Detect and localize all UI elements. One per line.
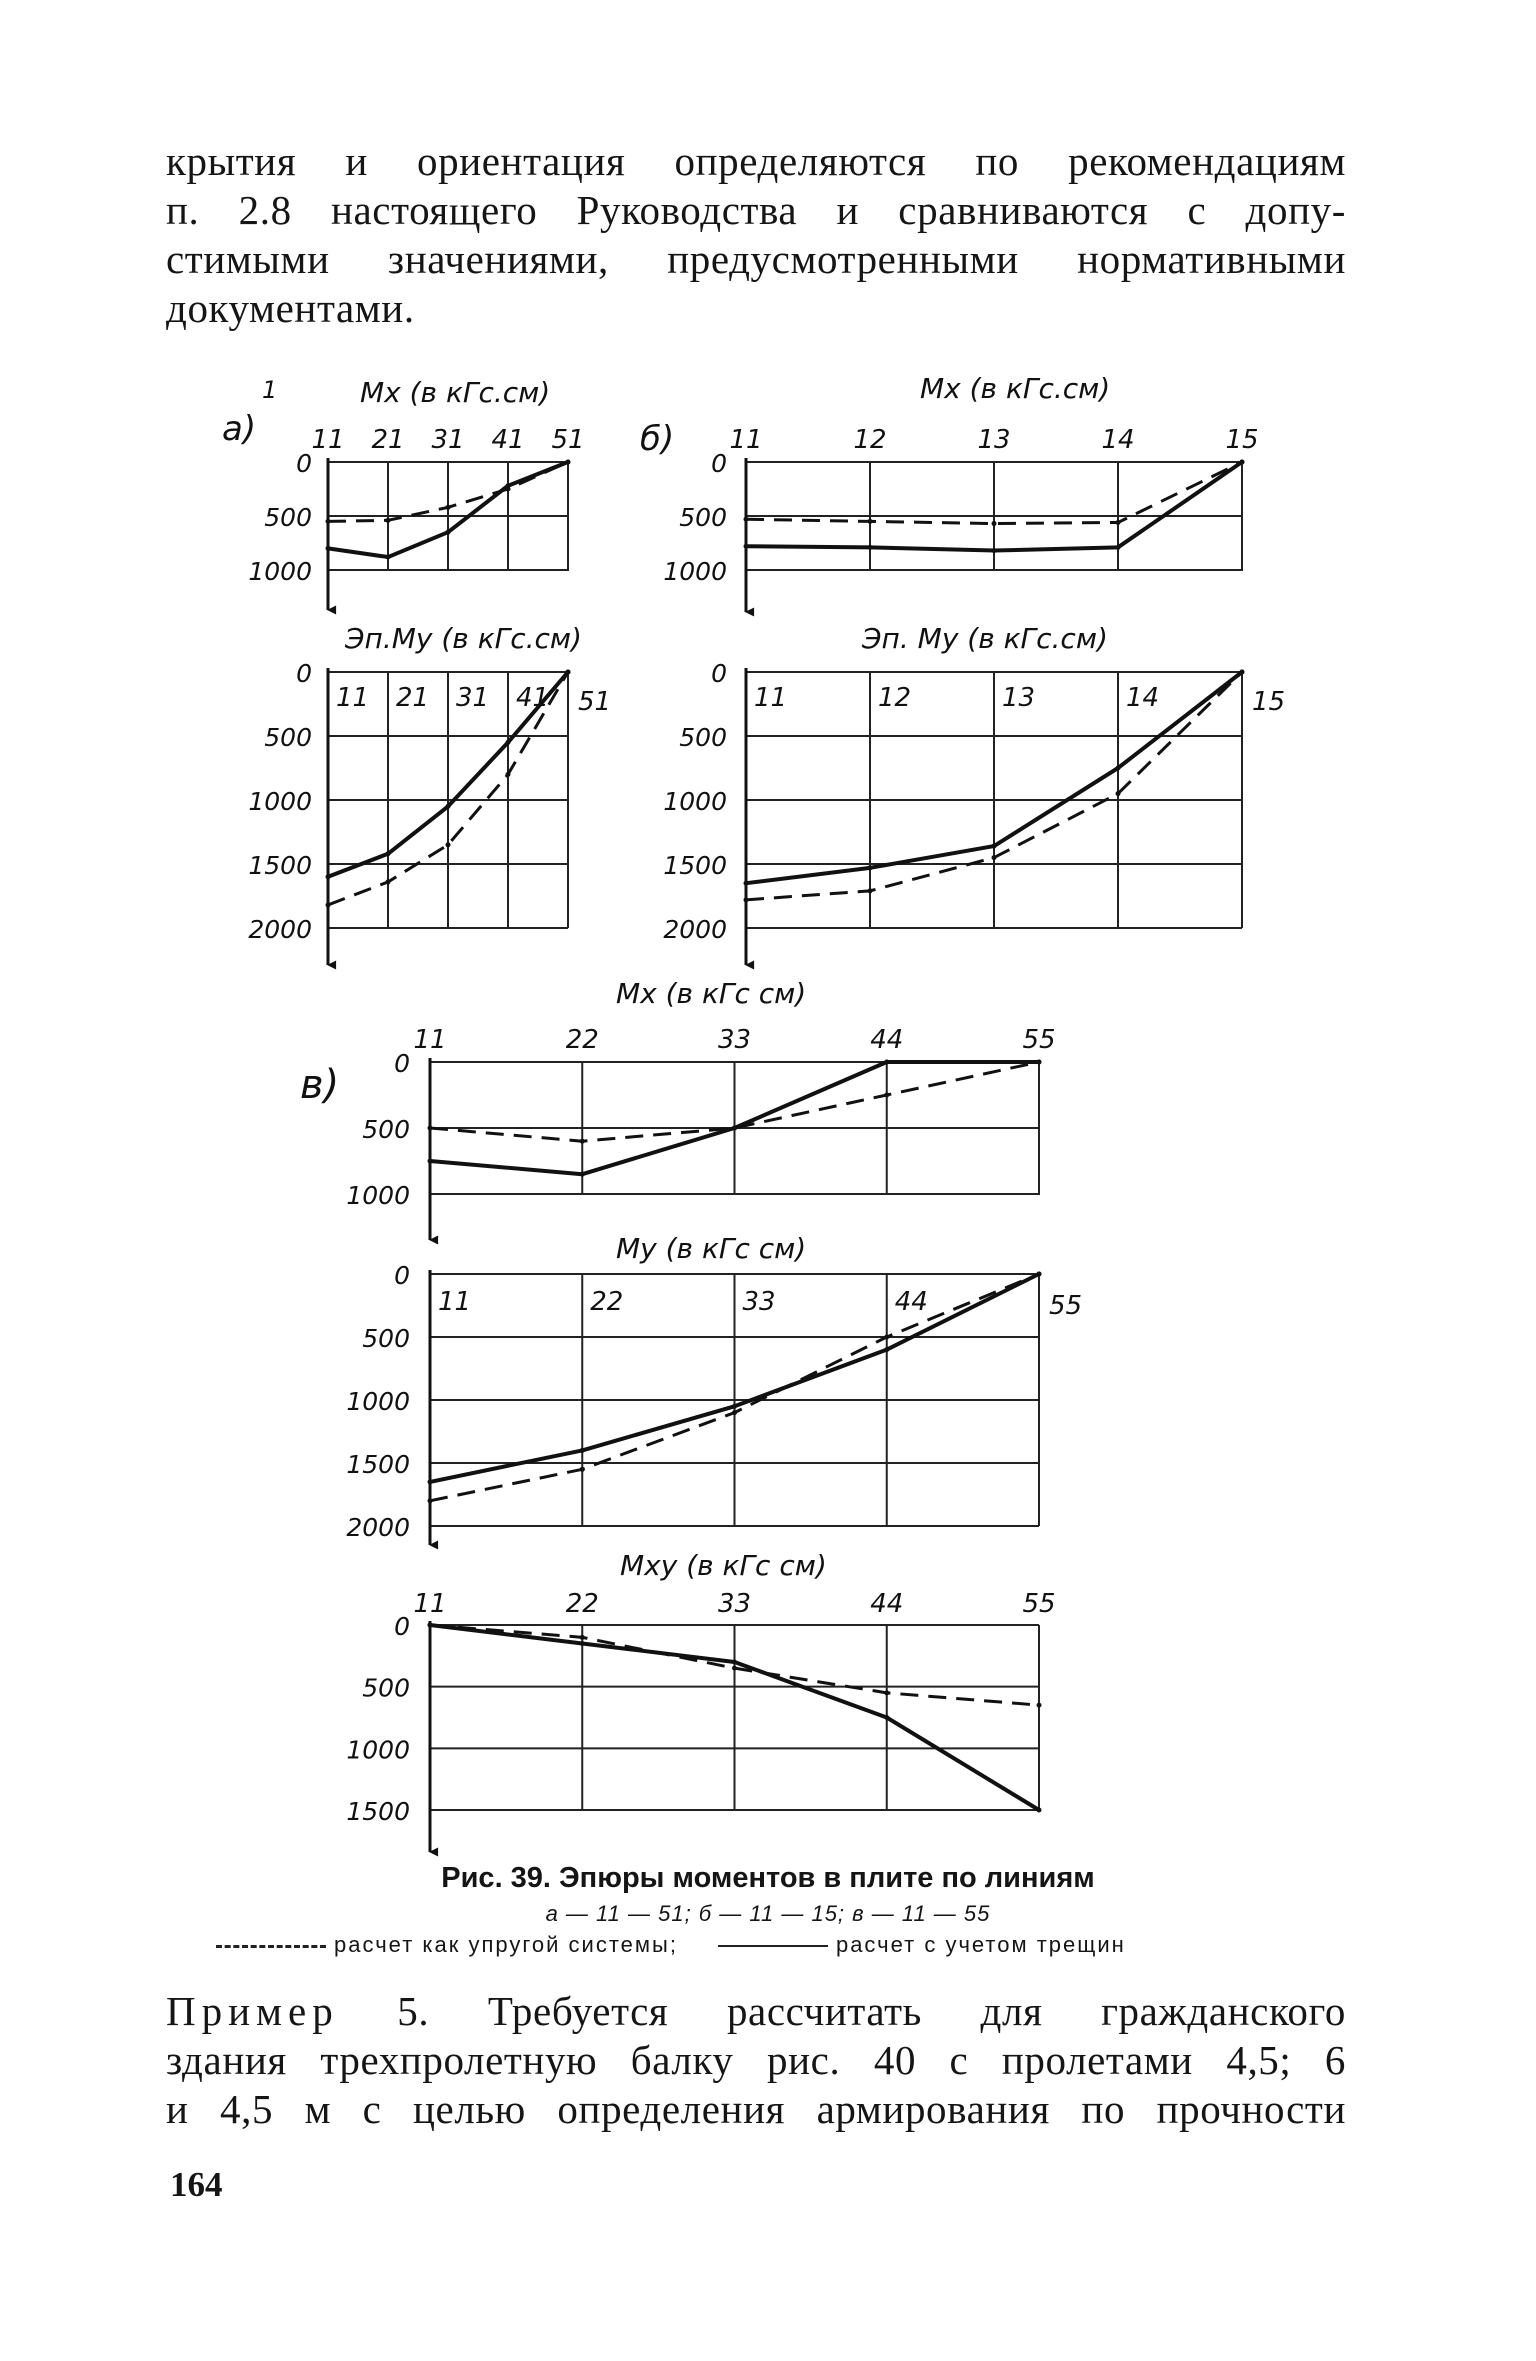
- page-number: 164: [170, 2165, 223, 2204]
- chart-panel: [346, 1549, 1055, 1852]
- x-tick-label: 11: [413, 1589, 447, 1619]
- data-point: [580, 1641, 585, 1646]
- figure-caption-title: Рис. 39. Эпюры моментов в плите по линиям: [441, 1862, 1095, 1894]
- data-point: [428, 1479, 433, 1484]
- y-tick-label: 1000: [248, 557, 312, 586]
- data-point: [1037, 1060, 1042, 1065]
- data-point: [884, 1060, 889, 1065]
- data-point: [1037, 1808, 1042, 1813]
- x-tick-label: 21: [371, 425, 405, 455]
- x-tick-label: 31: [431, 425, 465, 455]
- y-tick-label: 500: [362, 1673, 410, 1703]
- y-tick-label: 1000: [663, 787, 727, 816]
- data-point: [580, 1635, 585, 1640]
- x-tick-label: 44: [870, 1589, 904, 1619]
- chart-title: Mx (в кГс.см): [920, 372, 1111, 405]
- chart-title: Mx (в кГс см): [616, 977, 807, 1010]
- y-tick-label: 1500: [248, 851, 312, 880]
- data-point: [580, 1172, 585, 1177]
- data-point: [566, 670, 571, 675]
- data-point: [868, 545, 873, 550]
- x-tick-label: 22: [565, 1589, 599, 1619]
- data-point: [732, 1404, 737, 1409]
- data-point: [1116, 791, 1121, 796]
- x-tick-label: 55: [1022, 1025, 1056, 1055]
- panel-label-v: в): [300, 1062, 340, 1108]
- y-tick-label: 0: [296, 449, 312, 478]
- data-point: [884, 1715, 889, 1720]
- y-tick-label: 0: [711, 449, 727, 478]
- y-tick-label: 1000: [663, 557, 727, 586]
- chart-title: Mxy (в кГс см): [620, 1549, 827, 1582]
- chart-title: Эп.My (в кГс.см): [345, 622, 582, 655]
- solid-line-sample: [718, 1945, 828, 1947]
- x-tick-label: 13: [1002, 683, 1036, 713]
- chart-panel: [663, 622, 1285, 965]
- chart-panel: [248, 622, 611, 965]
- data-point: [868, 519, 873, 524]
- data-point: [732, 1666, 737, 1671]
- data-point: [744, 897, 749, 902]
- x-tick-label: 41: [516, 683, 550, 713]
- text-line: документами.: [166, 285, 415, 331]
- x-tick-label: 15: [1252, 687, 1286, 717]
- x-tick-label: 33: [742, 1287, 776, 1317]
- x-tick-label: 11: [336, 683, 370, 713]
- x-tick-label: 11: [311, 425, 345, 455]
- legend-elastic-label: расчет как упругой системы;: [334, 1932, 678, 1957]
- y-tick-label: 1500: [346, 1450, 410, 1479]
- data-point: [1240, 460, 1245, 465]
- y-tick-label: 500: [264, 503, 312, 532]
- data-point: [580, 1448, 585, 1453]
- data-point: [428, 1126, 433, 1131]
- y-tick-label: 500: [362, 1324, 410, 1353]
- x-tick-label: 14: [1126, 683, 1160, 713]
- marker-one: 1: [262, 376, 278, 404]
- data-point: [868, 865, 873, 870]
- data-point: [428, 1498, 433, 1503]
- data-point: [884, 1690, 889, 1695]
- x-tick-label: 55: [1049, 1291, 1083, 1321]
- text-line: здания трехпролетную балку рис. 40 с пролетами 4,5; 6: [166, 2037, 1346, 2083]
- y-tick-label: 0: [394, 1612, 410, 1641]
- data-point: [744, 544, 749, 549]
- y-tick-label: 0: [296, 659, 312, 688]
- y-tick-label: 1500: [663, 851, 727, 880]
- data-point: [744, 881, 749, 886]
- data-point: [744, 517, 749, 522]
- x-tick-label: 13: [977, 425, 1011, 455]
- x-tick-label: 11: [729, 425, 763, 455]
- data-point: [732, 1126, 737, 1131]
- text-line: и 4,5 м с целью определения армирования по прочности: [166, 2086, 1346, 2132]
- x-tick-label: 14: [1101, 425, 1135, 455]
- chart-panel: [346, 977, 1055, 1240]
- x-tick-label: 33: [717, 1589, 752, 1619]
- chart-title: Mx (в кГс.см): [360, 376, 551, 409]
- x-tick-label: 44: [870, 1025, 904, 1055]
- y-tick-label: 500: [679, 503, 727, 532]
- y-tick-label: 1000: [346, 1181, 410, 1210]
- x-tick-label: 51: [551, 425, 585, 455]
- data-point: [1116, 766, 1121, 771]
- data-point: [884, 1347, 889, 1352]
- chart-panel: [248, 376, 584, 610]
- x-tick-label: 12: [853, 425, 887, 455]
- data-point: [580, 1139, 585, 1144]
- data-point: [992, 844, 997, 849]
- example-heading: Пример: [166, 1988, 339, 2034]
- data-point: [446, 804, 451, 809]
- data-point: [428, 1159, 433, 1164]
- y-tick-label: 0: [394, 1261, 410, 1290]
- x-tick-label: 11: [438, 1287, 472, 1317]
- chart-title: Эп. My (в кГс.см): [862, 622, 1108, 655]
- x-tick-label: 22: [590, 1287, 624, 1317]
- data-point: [506, 740, 511, 745]
- data-point: [1037, 1703, 1042, 1708]
- data-point: [326, 546, 331, 551]
- data-point: [580, 1467, 585, 1472]
- data-point: [1116, 545, 1121, 550]
- x-tick-label: 11: [413, 1025, 447, 1055]
- y-tick-label: 0: [394, 1049, 410, 1078]
- data-point: [326, 519, 331, 524]
- data-point: [992, 855, 997, 860]
- data-point: [506, 772, 511, 777]
- data-point: [1037, 1272, 1042, 1277]
- y-tick-label: 2000: [346, 1513, 410, 1542]
- text-line: стимыми значениями, предусмотренными нормативными: [166, 236, 1346, 282]
- data-point: [992, 548, 997, 553]
- y-tick-label: 1000: [346, 1735, 410, 1765]
- x-tick-label: 44: [894, 1287, 928, 1317]
- text-line: Пример 5. Требуется рассчитать для гражданского: [166, 1988, 1346, 2034]
- figure-legend: [216, 1932, 1316, 1962]
- x-tick-label: 51: [578, 687, 612, 717]
- text-line: крытия и ориентация определяются по рекомендациям: [166, 138, 1346, 184]
- x-tick-label: 21: [396, 683, 430, 713]
- data-point: [1240, 670, 1245, 675]
- x-tick-label: 41: [491, 425, 525, 455]
- y-tick-label: 1500: [346, 1797, 410, 1826]
- y-tick-label: 500: [362, 1115, 410, 1144]
- y-tick-label: 500: [679, 723, 727, 752]
- data-point: [386, 555, 391, 560]
- chart-panel: [346, 1232, 1082, 1545]
- data-point: [446, 505, 451, 510]
- x-tick-label: 55: [1022, 1589, 1056, 1619]
- data-point: [386, 518, 391, 523]
- data-point: [326, 874, 331, 879]
- data-point: [884, 1335, 889, 1340]
- data-point: [732, 1410, 737, 1415]
- data-point: [868, 888, 873, 893]
- x-tick-label: 15: [1225, 425, 1259, 455]
- data-point: [732, 1660, 737, 1665]
- data-point: [506, 487, 511, 492]
- data-point: [386, 851, 391, 856]
- y-tick-label: 2000: [663, 915, 727, 944]
- data-point: [446, 842, 451, 847]
- bottom-paragraph: [166, 1987, 1346, 2134]
- panel-label-a: а): [222, 409, 257, 449]
- y-tick-label: 500: [264, 723, 312, 752]
- legend-cracks-label: расчет с учетом трещин: [835, 1932, 1126, 1957]
- dashed-line-sample: [216, 1945, 326, 1948]
- y-tick-label: 0: [711, 659, 727, 688]
- x-tick-label: 33: [717, 1025, 752, 1055]
- panel-label-b: б): [640, 419, 675, 459]
- x-tick-label: 22: [565, 1025, 599, 1055]
- data-point: [428, 1623, 433, 1628]
- data-point: [992, 521, 997, 526]
- x-tick-label: 31: [456, 683, 490, 713]
- data-point: [1116, 520, 1121, 525]
- data-point: [566, 460, 571, 465]
- data-point: [884, 1093, 889, 1098]
- x-tick-label: 12: [878, 683, 912, 713]
- data-point: [386, 879, 391, 884]
- chart-panel: [663, 372, 1258, 612]
- figure-caption-sub: а — 11 — 51; б — 11 — 15; в — 11 — 55: [545, 1901, 991, 1926]
- chart-title: My (в кГс см): [616, 1232, 807, 1265]
- y-tick-label: 1000: [248, 787, 312, 816]
- y-tick-label: 1000: [346, 1387, 410, 1416]
- data-point: [446, 530, 451, 535]
- text-line: п. 2.8 настоящего Руководства и сравниваются с допу-: [166, 187, 1346, 233]
- y-tick-label: 2000: [248, 915, 312, 944]
- x-tick-label: 11: [754, 683, 788, 713]
- data-point: [326, 902, 331, 907]
